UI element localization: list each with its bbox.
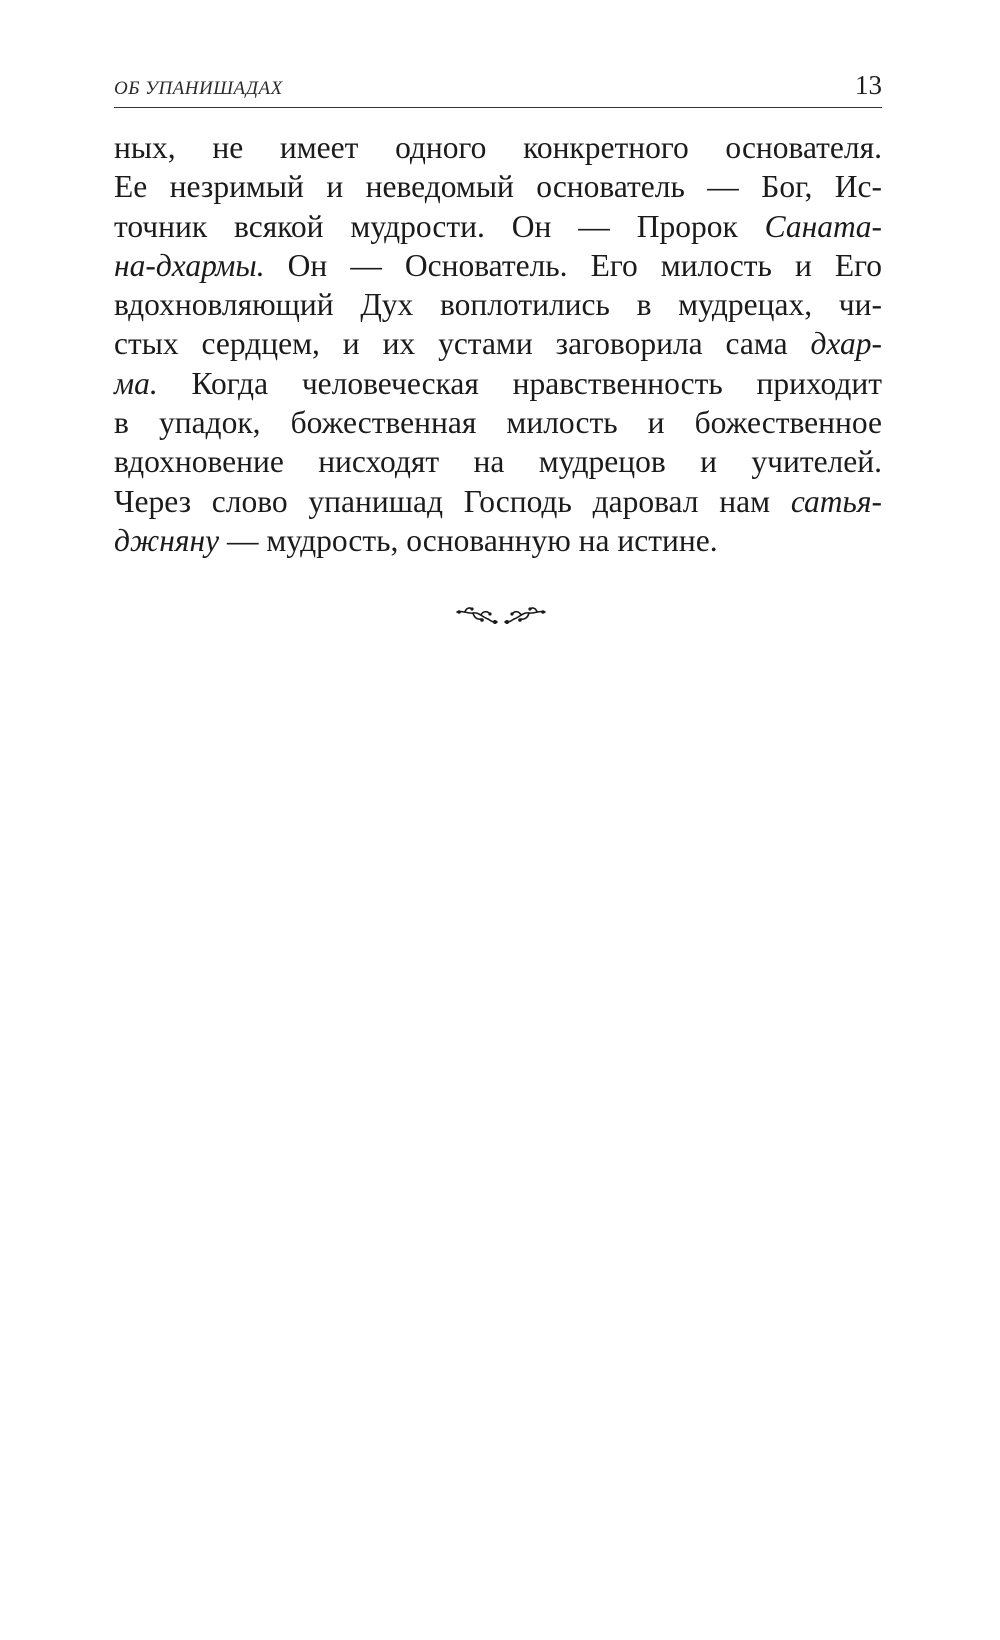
text-segment: ных, не имеет одного конкретного основателя. [114, 130, 882, 165]
text-line [114, 364, 882, 403]
italic-term: сатья- [790, 483, 882, 519]
text-segment: в упадок, божественная милость и божественное [114, 405, 882, 441]
text-line [114, 207, 882, 246]
text-segment: вдохновение нисходят на мудрецов и учителей. [114, 444, 882, 480]
text-line [114, 521, 882, 560]
text-segment: Он — Основатель. Его милость и Его [264, 247, 882, 283]
text-segment: стых сердцем, и их устами заговорила сама [114, 326, 811, 362]
italic-term: ма. [114, 365, 158, 401]
italic-term: джняну [114, 522, 220, 558]
text-segment: — мудрость, основанную на истине. [219, 522, 718, 558]
floral-fleuron-icon [455, 604, 547, 628]
text-line [114, 167, 882, 206]
text-line [114, 403, 882, 442]
italic-term: Санатa- [764, 208, 882, 244]
text-segment: Через слово упанишад Господь даровал нам [114, 483, 791, 519]
italic-term: дхар- [810, 326, 882, 362]
text-line [114, 285, 882, 324]
text-line [114, 442, 882, 481]
page-number: 13 [855, 70, 882, 100]
body-paragraph [114, 128, 882, 560]
text-line [114, 128, 882, 167]
italic-term: на-дхармы. [114, 247, 265, 283]
header-rule [114, 107, 882, 108]
text-segment: Ее незримый и неведомый основатель — Бог, Ис- [114, 169, 882, 205]
text-segment: Когда человеческая нравственность приходит [157, 365, 882, 401]
running-title: ОБ УПАНИШАДАХ [114, 78, 283, 99]
text-line [114, 482, 882, 521]
text-segment: вдохновляющий Дух воплотились в мудрецах, чи- [114, 287, 882, 323]
text-line [114, 324, 882, 363]
text-line [114, 246, 882, 285]
text-segment: точник всякой мудрости. Он — Пророк [114, 208, 765, 244]
running-head [114, 72, 882, 108]
